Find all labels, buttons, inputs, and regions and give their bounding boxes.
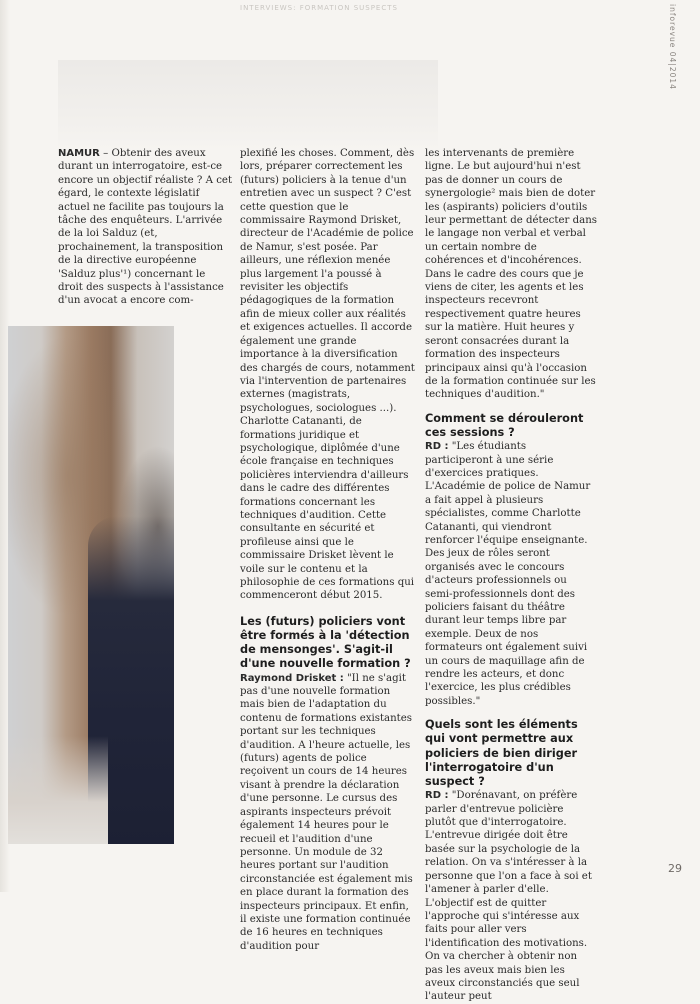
body-paragraph: plexifié les choses. Comment, dès lors, préparer correctement les (futurs) policiers à la tenue d'un entretien avec un suspect ? C'est cette question que le commissaire Raymond Drisket, directeur de l'Académie de police de Namur, s'est posée. Par ailleurs, une réflexion menée plus largement l'a poussé à revisiter les objectifs pédagogiques de la formation afin de mieux coller aux réalités et exigences actuelles. Il accorde également une grande importance à la diversification des chargés de cours, notamment via l'intervention de partenaires externes (magistrats, psychologues, sociologues ...). Charlotte Catananti, de formations juridique et psychologique, diplômée d'une école française en techniques policières interviendra d'ailleurs dans le cadre des différentes formations concernant les techniques d'audition. Cette consultante en sécurité et profileuse ainsi que le commissaire Drisket lèvent le voile sur le contenu et la philosophie de ces formations qui commenceront début 2015. — [240, 148, 415, 602]
answer-text: "Il ne s'agit pas d'une nouvelle formation mais bien de l'adaptation du contenu de formations existantes portant sur les techniques d'audition. A l'heure actuelle, les (futurs) agents de police reçoivent un cours de 14 heures visant à prendre la déclaration d'une personne. Le cursus des aspirants inspecteurs prévoit également 14 heures pour le recueil et l'audition d'une personne. Un module de 32 heures portant sur l'audition circonstanciée est également mis en place durant la formation des inspecteurs principaux. Et enfin, il existe une formation continuée de 16 heures en techniques d'audition pour — [240, 672, 413, 952]
answer-paragraph — [425, 789, 597, 1004]
question-heading: Comment se dérouleront ces sessions ? — [425, 411, 584, 439]
faded-photo-band — [58, 60, 438, 150]
running-header: inforevue 04|2014 — [668, 4, 677, 90]
column-3 — [425, 147, 597, 1004]
column-2 — [240, 147, 415, 953]
photo-blur — [8, 736, 108, 844]
intro-text: – Obtenir des aveux durant un interrogatoire, est-ce encore un objectif réaliste ? A cet égard, le contexte législatif actuel ne facilite pas toujours la tâche des enquêteurs. L'arrivée de la loi Salduz (et, prochainement, la transposition de la directive européenne 'Salduz plus'¹) concernant le droit des suspects à l'assistance d'un avocat a encore com- — [58, 148, 233, 307]
article-photo — [8, 326, 174, 844]
question-heading: Les (futurs) policiers vont être formés à la 'détection de mensonges'. S'agit-il d'une nouvelle formation ? — [240, 614, 411, 671]
speaker-name: RD : — [425, 441, 449, 453]
body-paragraph: les intervenants de première ligne. Le but aujourd'hui n'est pas de donner un cours de synergologie² mais bien de doter les (aspirants) policiers d'outils leur permettant de détecter dans le langage non verbal et verbal un certain nombre de cohérences et d'incohérences. Dans le cadre des cours que je viens de citer, les agents et les inspecteurs recevront respectivement quatre heures sur la matière. Huit heures y seront consacrées durant la formation des inspecteurs principaux ainsi qu'à l'occasion de la formation continuée sur les techniques d'audition." — [425, 148, 598, 401]
speaker-name: RD : — [425, 790, 449, 802]
dateline: NAMUR — [58, 148, 100, 159]
show-through-header: INTERVIEWS: FORMATION SUSPECTS — [240, 4, 398, 12]
column-1 — [58, 147, 233, 308]
intro-paragraph — [58, 147, 233, 308]
speaker-name: Raymond Drisket : — [240, 672, 344, 684]
answer-text: "Les étudiants participeront à une série d'exercices pratiques. L'Académie de police de Namur a fait appel à plusieurs spécialistes, comme Charlotte Catananti, qui viendront renforcer l'équipe enseignante. Des jeux de rôles seront organisés avec le concours d'acteurs professionnels ou semi-professionnels dont des policiers faisant du théâtre durant leur temps libre par exemple. Deux de nos formateurs ont également suivi un cours de maquillage afin de rendre les acteurs, et donc l'exercice, les plus crédibles possibles." — [425, 441, 591, 707]
answer-paragraph — [240, 672, 415, 954]
answer-text: "Dorénavant, on préfère parler d'entrevue policière plutôt que d'interrogatoire. L'entrevue dirigée doit être basée sur la psychologie de la relation. On va s'intéresser à la personne que l'on a face à soi et l'amener à parler d'elle. L'objectif est de quitter l'approche qui s'intéresse aux faits pour aller vers l'identification des motivations. On va chercher à obtenir non pas les aveux mais bien les aveux circonstanciés que seul l'auteur peut — [425, 790, 592, 1003]
answer-paragraph — [425, 440, 597, 708]
question-heading: Quels sont les éléments qui vont permettre aux policiers de bien diriger l'interrogatoire d'un suspect ? — [425, 718, 578, 789]
page-number: 29 — [668, 862, 682, 875]
